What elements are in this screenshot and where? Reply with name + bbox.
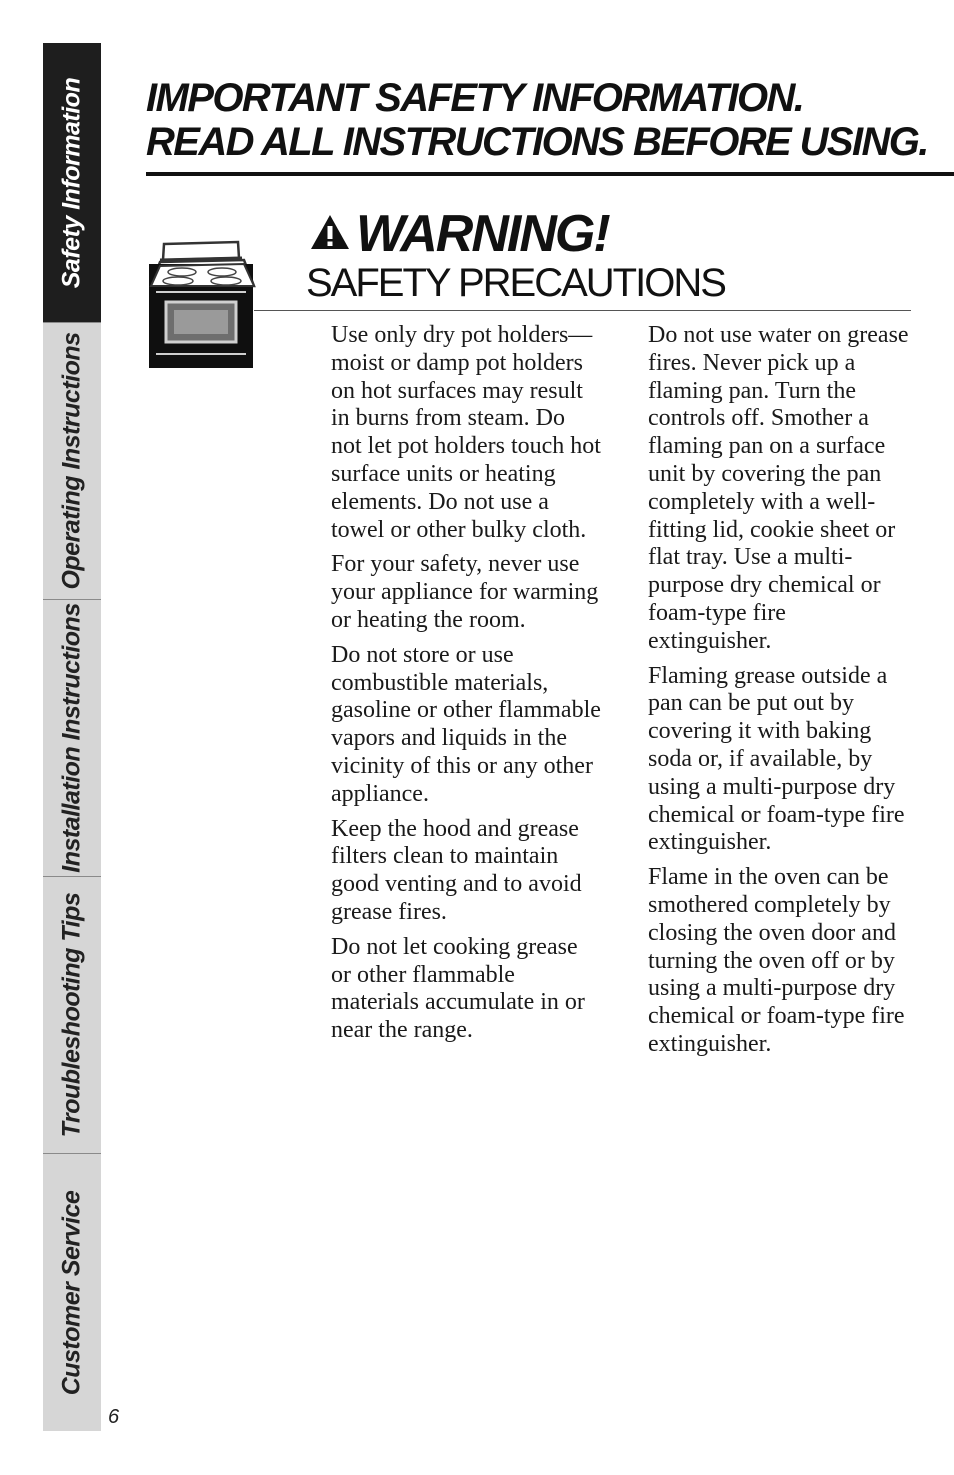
section-subtitle: SAFETY PRECAUTIONS — [306, 261, 725, 305]
tab-installation-instructions[interactable] — [43, 599, 101, 876]
header-line-1: IMPORTANT SAFETY INFORMATION. — [146, 76, 804, 120]
paragraph: Flame in the oven can be smothered completely by closing the oven door and turning the oven off or by using a multi-purpose dry chemical or foam-type fire extinguisher. — [648, 864, 905, 1057]
paragraph: Do not let cooking grease or other flammable materials accumulate in or near the range. — [331, 933, 585, 1044]
paragraph: Keep the hood and grease filters clean to maintain good venting and to avoid grease fires. — [331, 815, 582, 925]
tab-label: Operating Instructions — [57, 332, 86, 590]
page-number: 6 — [108, 1406, 120, 1428]
left-column — [331, 322, 601, 1052]
section-sidebar — [43, 43, 101, 1431]
subtitle-divider — [254, 310, 911, 311]
range-oven-icon — [146, 240, 258, 370]
header-line-2: READ ALL INSTRUCTIONS BEFORE USING. — [146, 120, 928, 164]
paragraph: For your safety, never use your appliance for warming or heating the room. — [331, 551, 599, 633]
tab-safety-information[interactable] — [43, 43, 101, 322]
tab-label: Troubleshooting Tips — [57, 892, 86, 1138]
paragraph: Use only dry pot holders—moist or damp pot holders on hot surfaces may result in burns from steam. Do not let pot holders touch hot surface units or heating elements. Do not use a towel or other bulky cloth. — [331, 322, 601, 543]
page-header — [146, 76, 954, 164]
warning-title: WARNING! — [356, 205, 609, 263]
tab-customer-service[interactable] — [43, 1153, 101, 1431]
warning-triangle-icon — [308, 212, 352, 257]
header-divider — [146, 172, 954, 176]
paragraph: Do not use water on grease fires. Never pick up a flaming pan. Turn the controls off. Smother a flaming pan on a surface unit by covering the pan completely with a well-fitting lid, cookie sheet or flat tray. Use a multi-purpose dry chemical or foam-type fire extinguisher. — [648, 322, 909, 654]
tab-troubleshooting-tips[interactable] — [43, 876, 101, 1153]
tab-operating-instructions[interactable] — [43, 322, 101, 599]
tab-label: Customer Service — [57, 1190, 86, 1395]
tab-label: Safety Information — [57, 77, 86, 288]
tab-label: Installation Instructions — [57, 603, 86, 873]
warning-heading — [308, 206, 609, 262]
paragraph: Flaming grease outside a pan can be put out by covering it with baking soda or, if available, by using a multi-purpose dry chemical or foam-type fire extinguisher. — [648, 662, 905, 856]
paragraph: Do not store or use combustible materials, gasoline or other flammable vapors and liquids in the vicinity of this or any other appliance. — [331, 641, 601, 807]
right-column — [648, 322, 913, 1066]
